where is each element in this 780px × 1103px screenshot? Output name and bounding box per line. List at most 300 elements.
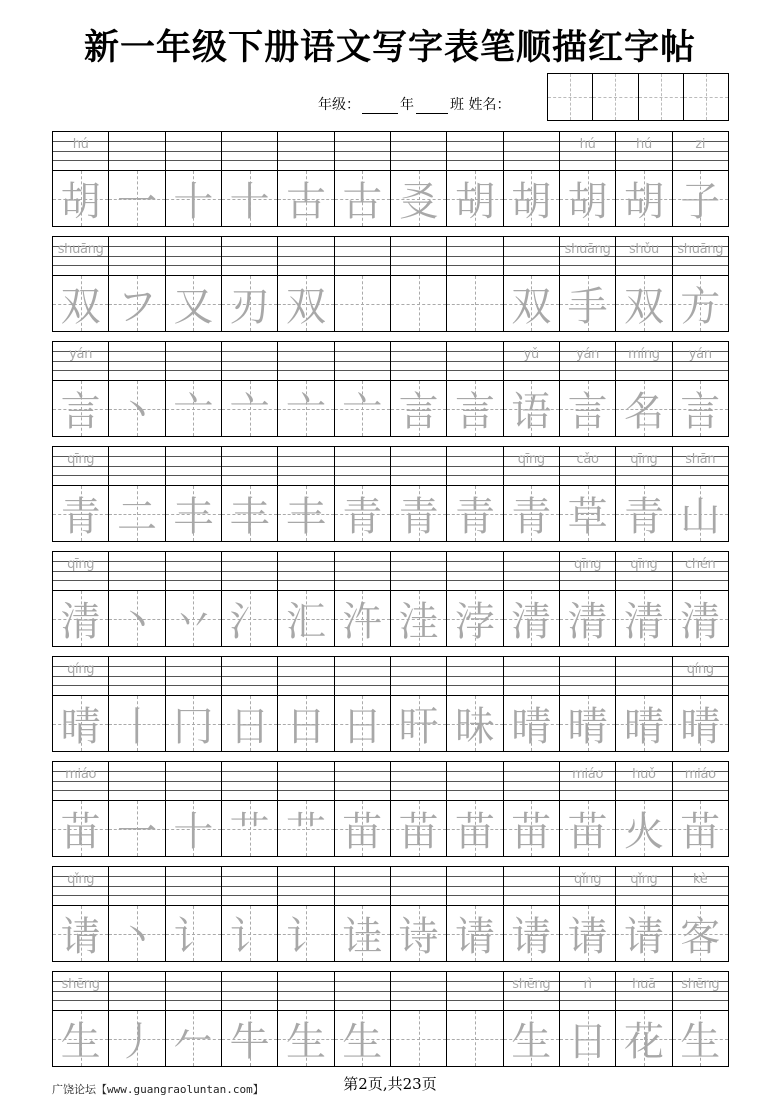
- trace-character: 古: [342, 179, 383, 225]
- practice-cell[interactable]: [391, 237, 447, 331]
- practice-cell[interactable]: [222, 657, 278, 751]
- pinyin-guide-line: [222, 256, 277, 257]
- trace-character: 青: [60, 494, 101, 540]
- trace-character: フ: [116, 284, 157, 330]
- practice-cell[interactable]: [166, 762, 222, 856]
- practice-cell[interactable]: [335, 552, 391, 646]
- practice-cell[interactable]: [504, 867, 560, 961]
- practice-cell[interactable]: [109, 447, 165, 541]
- pinyin-lines: [109, 657, 164, 695]
- practice-cell[interactable]: [673, 762, 728, 856]
- pinyin-lines: [278, 447, 333, 485]
- trace-character: 诖: [342, 914, 383, 960]
- tian-grid-box: [166, 590, 221, 646]
- trace-character: [335, 276, 390, 331]
- tian-grid-box: [166, 170, 221, 226]
- trace-character: 清: [567, 599, 608, 645]
- pinyin-lines: [616, 657, 671, 695]
- pinyin-lines: [447, 657, 502, 695]
- pinyin-guide-line: [53, 580, 108, 581]
- name-box-cell[interactable]: [684, 74, 728, 120]
- tian-grid-box: [109, 275, 164, 331]
- practice-cell[interactable]: [166, 447, 222, 541]
- practice-cell[interactable]: [222, 552, 278, 646]
- pinyin-guide-line: [166, 361, 221, 362]
- pinyin-guide-line: [53, 685, 108, 686]
- pinyin-text: qīng: [517, 452, 545, 467]
- pinyin-text: hú: [72, 137, 89, 152]
- trace-character: 浡: [454, 599, 495, 645]
- pinyin-guide-line: [222, 895, 277, 896]
- practice-cell[interactable]: [673, 552, 728, 646]
- trace-character: 苗: [680, 809, 721, 855]
- tian-grid-box: [560, 170, 615, 226]
- practice-cell[interactable]: [391, 342, 447, 436]
- practice-cell[interactable]: [673, 657, 728, 751]
- practice-cell[interactable]: [53, 342, 109, 436]
- practice-cell[interactable]: [335, 762, 391, 856]
- practice-cell[interactable]: [278, 237, 334, 331]
- practice-row: [52, 446, 729, 542]
- pinyin-guide-line: [447, 876, 502, 877]
- trace-character: 手: [567, 284, 608, 330]
- pinyin-guide-line: [278, 781, 333, 782]
- trace-character: 𠂉: [173, 1019, 214, 1065]
- pinyin-guide-line: [335, 246, 390, 247]
- practice-cell[interactable]: [447, 237, 503, 331]
- pinyin-guide-line: [109, 151, 164, 152]
- trace-character: 清: [511, 599, 552, 645]
- pinyin-guide-line: [166, 790, 221, 791]
- tian-grid-box: [616, 275, 671, 331]
- pinyin-guide-line: [616, 265, 671, 266]
- pinyin-text: shēng: [512, 977, 551, 992]
- pinyin-guide-line: [278, 265, 333, 266]
- trace-character: 清: [680, 599, 721, 645]
- pinyin-guide-line: [53, 370, 108, 371]
- pinyin-lines: [109, 762, 164, 800]
- tian-grid-box: [166, 275, 221, 331]
- tian-grid-box: [222, 485, 277, 541]
- practice-cell[interactable]: [616, 657, 672, 751]
- pinyin-guide-line: [447, 561, 502, 562]
- tian-grid-box: [166, 485, 221, 541]
- practice-cell[interactable]: [222, 132, 278, 226]
- practice-cell[interactable]: [222, 867, 278, 961]
- practice-cell[interactable]: [616, 972, 672, 1066]
- practice-cell[interactable]: [166, 552, 222, 646]
- pinyin-lines: [673, 237, 728, 275]
- practice-cell[interactable]: [166, 657, 222, 751]
- trace-character: 生: [342, 1019, 383, 1065]
- name-box-cell[interactable]: [639, 74, 684, 120]
- practice-cell[interactable]: [504, 657, 560, 751]
- pinyin-lines: [222, 867, 277, 905]
- tian-grid-box: [166, 380, 221, 436]
- pinyin-guide-line: [447, 886, 502, 887]
- pinyin-lines: [504, 342, 559, 380]
- practice-cell[interactable]: [109, 867, 165, 961]
- pinyin-lines: [335, 237, 390, 275]
- practice-cell[interactable]: [447, 342, 503, 436]
- practice-cell[interactable]: [53, 972, 109, 1066]
- practice-cell[interactable]: [222, 762, 278, 856]
- practice-cell[interactable]: [504, 237, 560, 331]
- pinyin-guide-line: [166, 685, 221, 686]
- pinyin-guide-line: [447, 1000, 502, 1001]
- pinyin-guide-line: [560, 160, 615, 161]
- pinyin-guide-line: [222, 771, 277, 772]
- pinyin-guide-line: [222, 370, 277, 371]
- trace-character: 丰: [173, 494, 214, 540]
- tian-grid-box: [278, 170, 333, 226]
- practice-cell[interactable]: [560, 447, 616, 541]
- practice-cell[interactable]: [560, 762, 616, 856]
- practice-cell[interactable]: [447, 762, 503, 856]
- trace-character: 请: [60, 914, 101, 960]
- pinyin-text: qīng: [630, 557, 658, 572]
- pinyin-text: shǒu: [628, 242, 659, 257]
- pinyin-guide-line: [504, 256, 559, 257]
- practice-cell[interactable]: [560, 342, 616, 436]
- practice-cell[interactable]: [673, 342, 728, 436]
- pinyin-lines: [222, 237, 277, 275]
- pinyin-guide-line: [109, 981, 164, 982]
- trace-character: 㕛: [398, 179, 439, 225]
- pinyin-lines: [109, 972, 164, 1010]
- tian-grid-box: [504, 485, 559, 541]
- practice-cell[interactable]: [53, 552, 109, 646]
- tian-grid-box: [109, 905, 164, 961]
- practice-cell[interactable]: [560, 972, 616, 1066]
- practice-cell[interactable]: [335, 657, 391, 751]
- practice-cell[interactable]: [447, 972, 503, 1066]
- pinyin-guide-line: [222, 571, 277, 572]
- pinyin-lines: [504, 552, 559, 590]
- trace-character: 双: [623, 284, 664, 330]
- practice-cell[interactable]: [673, 867, 728, 961]
- practice-cell[interactable]: [222, 342, 278, 436]
- practice-cell[interactable]: [447, 867, 503, 961]
- practice-cell[interactable]: [673, 132, 728, 226]
- practice-cell[interactable]: [447, 447, 503, 541]
- tian-grid-box: [391, 1010, 446, 1066]
- pinyin-guide-line: [166, 466, 221, 467]
- pinyin-guide-line: [391, 361, 446, 362]
- pinyin-lines: [673, 762, 728, 800]
- practice-cell[interactable]: [278, 972, 334, 1066]
- practice-cell[interactable]: [53, 132, 109, 226]
- pinyin-guide-line: [447, 141, 502, 142]
- practice-cell[interactable]: [278, 552, 334, 646]
- pinyin-guide-line: [222, 676, 277, 677]
- pinyin-guide-line: [222, 151, 277, 152]
- pinyin-guide-line: [335, 781, 390, 782]
- tian-grid-box: [616, 590, 671, 646]
- pinyin-guide-line: [616, 475, 671, 476]
- practice-cell[interactable]: [278, 342, 334, 436]
- practice-cell[interactable]: [504, 762, 560, 856]
- practice-cell[interactable]: [504, 972, 560, 1066]
- name-box[interactable]: [547, 73, 729, 121]
- pinyin-guide-line: [560, 895, 615, 896]
- tian-grid-box: [109, 170, 164, 226]
- pinyin-text: qǐng: [67, 872, 95, 887]
- pinyin-guide-line: [335, 676, 390, 677]
- name-box-cell[interactable]: [593, 74, 638, 120]
- practice-cell[interactable]: [673, 237, 728, 331]
- pinyin-lines: [335, 657, 390, 695]
- page-number: 第2页,共23页: [343, 1075, 437, 1093]
- pinyin-guide-line: [560, 676, 615, 677]
- practice-cell[interactable]: [335, 342, 391, 436]
- trace-character: 一: [116, 809, 157, 855]
- tian-grid-box: [504, 170, 559, 226]
- pinyin-guide-line: [673, 1000, 728, 1001]
- tian-grid-box: [447, 905, 502, 961]
- practice-cell[interactable]: [391, 867, 447, 961]
- pinyin-text: cǎo: [576, 452, 599, 467]
- pinyin-lines: [53, 867, 108, 905]
- practice-cell[interactable]: [504, 132, 560, 226]
- practice-cell[interactable]: [504, 552, 560, 646]
- pinyin-guide-line: [109, 895, 164, 896]
- practice-cell[interactable]: [53, 867, 109, 961]
- practice-cell[interactable]: [109, 132, 165, 226]
- practice-cell[interactable]: [616, 762, 672, 856]
- practice-cell[interactable]: [109, 972, 165, 1066]
- pinyin-guide-line: [222, 141, 277, 142]
- pinyin-lines: [560, 867, 615, 905]
- practice-cell[interactable]: [673, 972, 728, 1066]
- trace-character: 日: [342, 704, 383, 750]
- pinyin-guide-line: [560, 790, 615, 791]
- tian-grid-box: [335, 695, 390, 751]
- practice-cell[interactable]: [166, 972, 222, 1066]
- pinyin-lines: [222, 447, 277, 485]
- pinyin-guide-line: [109, 456, 164, 457]
- trace-character: 苗: [342, 809, 383, 855]
- trace-character: 晴: [680, 704, 721, 750]
- practice-cell[interactable]: [109, 237, 165, 331]
- pinyin-lines: [109, 342, 164, 380]
- practice-cell[interactable]: [616, 237, 672, 331]
- pinyin-guide-line: [109, 580, 164, 581]
- practice-cell[interactable]: [335, 237, 391, 331]
- pinyin-guide-line: [504, 1000, 559, 1001]
- pinyin-lines: [391, 867, 446, 905]
- pinyin-guide-line: [166, 561, 221, 562]
- pinyin-guide-line: [504, 265, 559, 266]
- practice-cell[interactable]: [447, 132, 503, 226]
- practice-cell[interactable]: [53, 447, 109, 541]
- practice-cell[interactable]: [53, 762, 109, 856]
- trace-character: 清: [623, 599, 664, 645]
- pinyin-guide-line: [504, 160, 559, 161]
- practice-cell[interactable]: [616, 867, 672, 961]
- pinyin-lines: [616, 447, 671, 485]
- pinyin-lines: [447, 447, 502, 485]
- practice-row: [52, 341, 729, 437]
- pinyin-guide-line: [222, 456, 277, 457]
- practice-cell[interactable]: [166, 342, 222, 436]
- pinyin-guide-line: [391, 351, 446, 352]
- practice-cell[interactable]: [53, 237, 109, 331]
- tian-grid-box: [278, 800, 333, 856]
- footer-source: 广饶论坛【www.guangraoluntan.com】: [52, 1083, 264, 1096]
- class-blank[interactable]: [416, 99, 448, 114]
- practice-cell[interactable]: [222, 447, 278, 541]
- practice-cell[interactable]: [109, 342, 165, 436]
- pinyin-text: zi: [695, 137, 706, 152]
- practice-cell[interactable]: [222, 972, 278, 1066]
- pinyin-guide-line: [335, 141, 390, 142]
- practice-cell[interactable]: [560, 132, 616, 226]
- practice-cell[interactable]: [616, 342, 672, 436]
- practice-cell[interactable]: [109, 657, 165, 751]
- page-title: 新一年级下册语文写字表笔顺描红字帖: [83, 27, 696, 68]
- pinyin-lines: [53, 762, 108, 800]
- practice-cell[interactable]: [222, 237, 278, 331]
- pinyin-text: qǐng: [574, 872, 602, 887]
- practice-cell[interactable]: [391, 657, 447, 751]
- pinyin-lines: [391, 762, 446, 800]
- pinyin-text: qíng: [686, 662, 714, 677]
- pinyin-guide-line: [278, 466, 333, 467]
- pinyin-guide-line: [335, 771, 390, 772]
- pinyin-guide-line: [335, 580, 390, 581]
- tian-grid-box: [673, 275, 728, 331]
- practice-cell[interactable]: [560, 657, 616, 751]
- pinyin-text: qīng: [67, 452, 95, 467]
- pinyin-guide-line: [391, 370, 446, 371]
- pinyin-guide-line: [109, 561, 164, 562]
- practice-cell[interactable]: [335, 972, 391, 1066]
- trace-character: 亠: [285, 389, 326, 435]
- pinyin-text: hú: [579, 137, 596, 152]
- pinyin-lines: [222, 342, 277, 380]
- trace-character: 丷: [173, 599, 214, 645]
- pinyin-guide-line: [335, 886, 390, 887]
- practice-cell[interactable]: [673, 447, 728, 541]
- pinyin-guide-line: [278, 685, 333, 686]
- grade-blank[interactable]: [362, 99, 398, 114]
- practice-cell[interactable]: [391, 447, 447, 541]
- practice-cell[interactable]: [278, 447, 334, 541]
- pinyin-guide-line: [447, 790, 502, 791]
- tian-grid-box: [53, 170, 108, 226]
- practice-cell[interactable]: [447, 657, 503, 751]
- pinyin-guide-line: [447, 571, 502, 572]
- tian-grid-box: [278, 380, 333, 436]
- practice-cell[interactable]: [560, 237, 616, 331]
- pinyin-lines: [504, 447, 559, 485]
- practice-cell[interactable]: [109, 552, 165, 646]
- pinyin-lines: [673, 552, 728, 590]
- practice-cell[interactable]: [616, 447, 672, 541]
- practice-cell[interactable]: [166, 237, 222, 331]
- practice-cell[interactable]: [616, 132, 672, 226]
- pinyin-lines: [166, 972, 221, 1010]
- practice-cell[interactable]: [391, 132, 447, 226]
- tian-grid-box: [560, 905, 615, 961]
- practice-cell[interactable]: [560, 867, 616, 961]
- pinyin-lines: [560, 237, 615, 275]
- pinyin-guide-line: [447, 361, 502, 362]
- pinyin-guide-line: [447, 771, 502, 772]
- tian-grid-box: [278, 905, 333, 961]
- pinyin-guide-line: [391, 886, 446, 887]
- practice-cell[interactable]: [278, 867, 334, 961]
- tian-grid-box: [166, 695, 221, 751]
- pinyin-guide-line: [53, 475, 108, 476]
- pinyin-guide-line: [278, 666, 333, 667]
- practice-cell[interactable]: [504, 447, 560, 541]
- student-info: [318, 94, 510, 114]
- practice-cell[interactable]: [278, 657, 334, 751]
- tian-grid-box: [560, 695, 615, 751]
- pinyin-guide-line: [447, 370, 502, 371]
- practice-cell[interactable]: [504, 342, 560, 436]
- pinyin-lines: [447, 972, 502, 1010]
- pinyin-guide-line: [560, 475, 615, 476]
- pinyin-guide-line: [391, 151, 446, 152]
- pinyin-guide-line: [166, 676, 221, 677]
- name-label: 姓名：: [468, 97, 511, 113]
- practice-cell[interactable]: [391, 972, 447, 1066]
- tian-grid-box: [53, 590, 108, 646]
- trace-character: 火: [623, 809, 664, 855]
- practice-cell[interactable]: [278, 762, 334, 856]
- practice-cell[interactable]: [391, 762, 447, 856]
- tian-grid-box: [53, 275, 108, 331]
- trace-character: 牛: [229, 1019, 270, 1065]
- practice-cell[interactable]: [109, 762, 165, 856]
- pinyin-guide-line: [335, 685, 390, 686]
- practice-cell[interactable]: [447, 552, 503, 646]
- practice-cell[interactable]: [335, 867, 391, 961]
- name-box-cell[interactable]: [548, 74, 593, 120]
- practice-cell[interactable]: [391, 552, 447, 646]
- practice-cell[interactable]: [166, 132, 222, 226]
- practice-cell[interactable]: [278, 132, 334, 226]
- trace-character: 丨: [116, 704, 157, 750]
- pinyin-lines: [391, 342, 446, 380]
- pinyin-guide-line: [391, 160, 446, 161]
- pinyin-guide-line: [109, 771, 164, 772]
- pinyin-guide-line: [222, 781, 277, 782]
- practice-cell[interactable]: [53, 657, 109, 751]
- practice-cell[interactable]: [335, 447, 391, 541]
- pinyin-guide-line: [53, 1000, 108, 1001]
- pinyin-lines: [447, 552, 502, 590]
- practice-cell[interactable]: [166, 867, 222, 961]
- pinyin-text: miáo: [65, 767, 97, 782]
- pinyin-guide-line: [335, 895, 390, 896]
- tian-grid-box: [391, 695, 446, 751]
- pinyin-guide-line: [447, 351, 502, 352]
- pinyin-guide-line: [560, 1000, 615, 1001]
- pinyin-guide-line: [447, 685, 502, 686]
- pinyin-guide-line: [278, 256, 333, 257]
- trace-character: 诗: [398, 914, 439, 960]
- trace-character: 晴: [511, 704, 552, 750]
- trace-character: 方: [680, 284, 721, 330]
- pinyin-text: miáo: [684, 767, 716, 782]
- practice-cell[interactable]: [560, 552, 616, 646]
- practice-cell[interactable]: [616, 552, 672, 646]
- practice-cell[interactable]: [335, 132, 391, 226]
